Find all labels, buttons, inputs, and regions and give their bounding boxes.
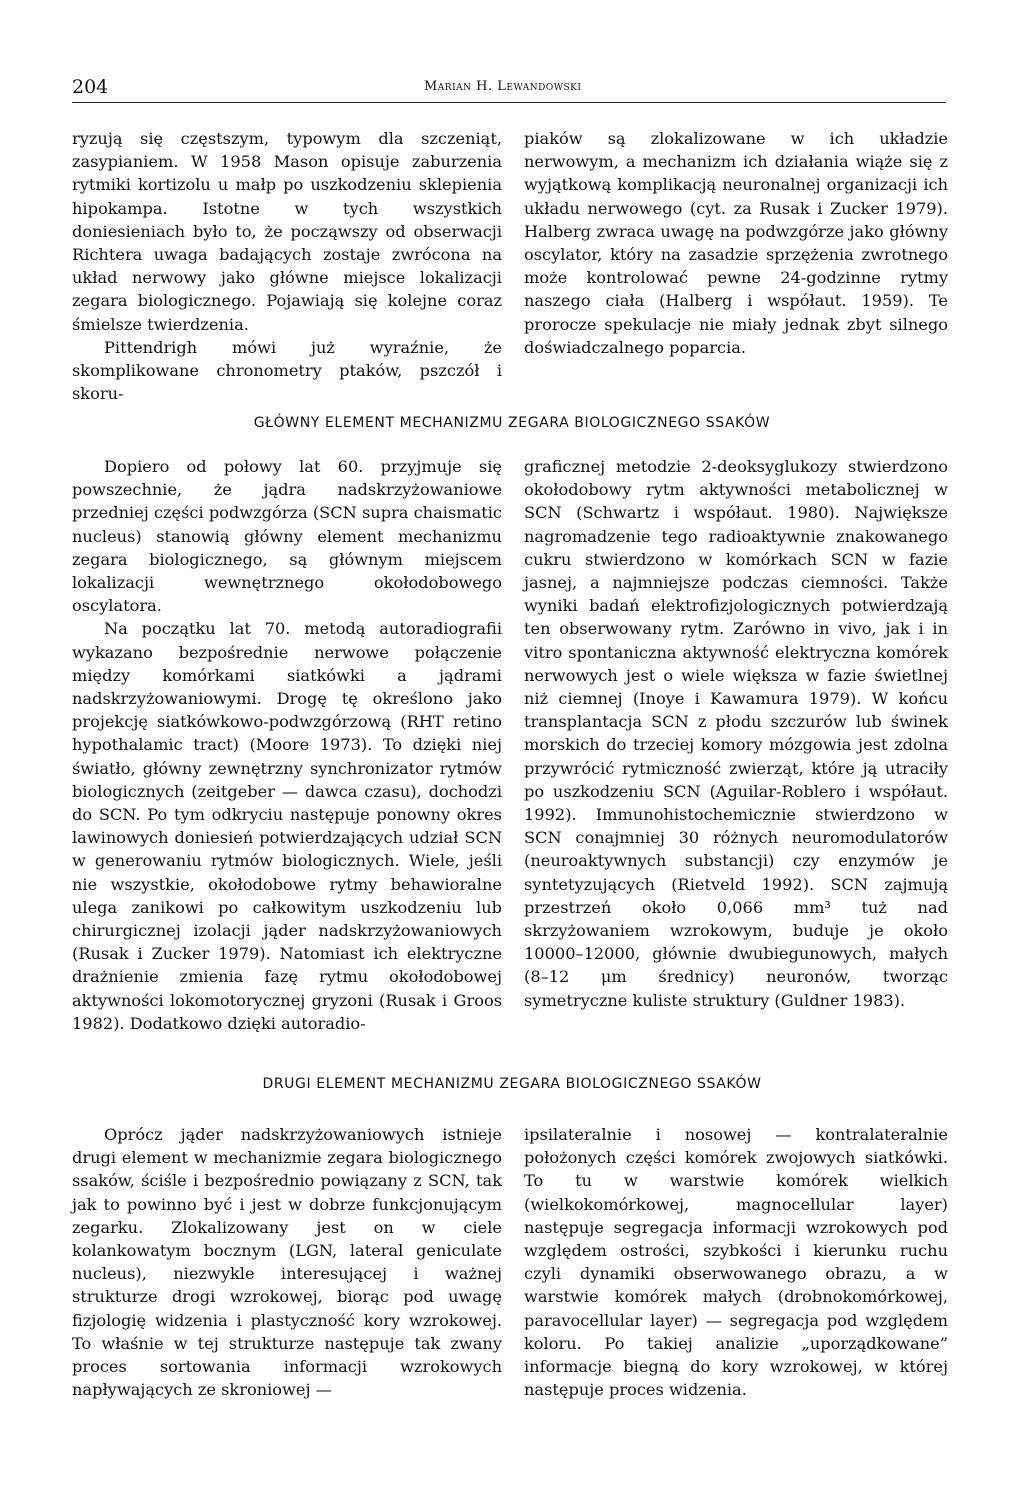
- section-1-right-column: [524, 127, 948, 359]
- paragraph: Dopiero od połowy lat 60. przyjmuje się powszechnie, że jądra nadskrzyżowaniowe przedniej części podwzgórza (SCN supra chaismatic nucleus) stanowią główny element mechanizmu zegara biologicznego, są głównym miejscem lokalizacji wewnętrznego okołodobowego oscylatora.: [72, 457, 502, 616]
- section-heading: DRUGI ELEMENT MECHANIZMU ZEGARA BIOLOGICZNEGO SSAKÓW: [262, 1076, 762, 1092]
- section-3-right-column: [524, 1123, 948, 1401]
- paragraph: piaków są zlokalizowane w ich układzie nerwowym, a mechanizm ich działania wiąże się z wyjątkową komplikacją neuronalnej organizacji ich układu nerwowego (cyt. za Rusak i Zucker 1979). Halberg zwraca uwagę na podwzgórze jako główny oscylator, który na zasadzie sprzężenia zwrotnego może kontrolować pewne 24-godzinne rytmy naszego ciała (Halberg i współaut. 1959). Te prorocze spekulacje nie miały jednak zbyt silnego doświadczalnego poparcia.: [524, 129, 948, 357]
- section-2-left-column: [72, 455, 502, 1035]
- section-3-left-column: [72, 1123, 502, 1401]
- paragraph: Oprócz jąder nadskrzyżowaniowych istnieje drugi element w mechanizmie zegara biologicznego ssaków, ściśle i bezpośrednio powiązany z SCN, tak jak to powinno być i jest w dobrze funkcjonującym zegarku. Zlokalizowany jest on w ciele kolankowatym bocznym (LGN, lateral geniculate nucleus), niezwykle interesującej i ważnej strukturze drogi wzrokowej, biorąc pod uwagę fizjologię widzenia i plastyczność kory wzrokowej. To właśnie w tej strukturze następuje tak zwany proces sortowania informacji wzrokowych napływających ze skroniowej —: [72, 1125, 502, 1400]
- page-number: 204: [72, 76, 109, 98]
- section-1-left-column: [72, 127, 502, 405]
- paragraph: Na początku lat 70. metodą autoradiografii wykazano bezpośrednie nerwowe połączenie między komórkami siatkówki a jądrami nadskrzyżowaniowymi. Drogę tę określono jako projekcję siatkówkowo-podwzgórzową (RHT retino hypothalamic tract) (Moore 1973). To dzięki niej światło, główny zewnętrzny synchronizator rytmów biologicznych (zeitgeber — dawca czasu), dochodzi do SCN. Po tym odkryciu następuje ponowny okres lawinowych doniesień potwierdzających udział SCN w generowaniu rytmów biologicznych. Wiele, jeśli nie wszystkie, okołodobowe rytmy behawioralne ulega zanikowi po całkowitym uszkodzeniu lub chirurgicznej izolacji jąder nadskrzyżowaniowych (Rusak i Zucker 1979). Natomiast ich elektryczne drażnienie zmienia fazę rytmu okołodobowej aktywności lokomotorycznej gryzoni (Rusak i Groos 1982). Dodatkowo dzięki autoradio-: [72, 619, 502, 1033]
- page-header: [72, 76, 946, 103]
- section-2-right-column: [524, 455, 948, 1012]
- running-head: Marian H. Lewandowski: [424, 79, 582, 94]
- section-heading: GŁÓWNY ELEMENT MECHANIZMU ZEGARA BIOLOGICZNEGO SSAKÓW: [253, 415, 771, 431]
- paragraph: Pittendrigh mówi już wyraźnie, że skomplikowane chronometry ptaków, pszczół i skoru-: [72, 337, 502, 404]
- paragraph: ryzują się częstszym, typowym dla szczeniąt, zasypianiem. W 1958 Mason opisuje zaburzenia rytmiki kortizolu u małp po uszkodzeniu sklepienia hipokampa. Istotne w tych wszystkich doniesieniach było to, że począwszy od obserwacji Richtera uwaga badających zostaje zwrócona na układ nerwowy jako główne miejsce lokalizacji zegara biologicznego. Pojawiają się kolejne coraz śmielsze twierdzenia.: [72, 129, 502, 334]
- paragraph: ipsilateralnie i nosowej — kontralateralnie położonych części komórek zwojowych siatkówki. To tu w warstwie komórek wielkich (wielkokomórkowej, magnocellular layer) następuje segregacja informacji wzrokowych pod względem ostrości, szybkości i kierunku ruchu czyli dynamiki obserwowanego obrazu, a w warstwie komórek małych (drobnokomórkowej, paravocellular layer) — segregacja pod względem koloru. Po takiej analizie „uporządkowane” informacje biegną do kory wzrokowej, w której następuje proces widzenia.: [524, 1125, 948, 1400]
- paragraph: graficznej metodzie 2-deoksyglukozy stwierdzono okołodobowy rytm aktywności metabolicznej w SCN (Schwartz i współaut. 1980). Największe nagromadzenie tego radioaktywnie znakowanego cukru stwierdzono w komórkach SCN w fazie jasnej, a najmniejsze podczas ciemności. Także wyniki badań elektrofizjologicznych potwierdzają ten obserwowany rytm. Zarówno in vivo, jak i in vitro spontaniczna aktywność elektryczna komórek nerwowych jest o wiele większa w fazie świetlnej niż ciemnej (Inoye i Kawamura 1979). W końcu transplantacja SCN z płodu szczurów lub świnek morskich do trzeciej komory mózgowia jest zdolna przywrócić rytmiczność zwierząt, które ją utraciły po uszkodzeniu SCN (Aguilar-Roblero i współaut. 1992). Immunohistochemicznie stwierdzono w SCN conajmniej 30 różnych neuromodulatorów (neuroaktywnych substancji) czy enzymów je syntetyzujących (Rietveld 1992). SCN zajmują przestrzeń około 0,066 mm³ tuż nad skrzyżowaniem wzrokowym, buduje je około 10000–12000, głównie dwubiegunowych, małych (8–12 μm średnicy) neuronów, tworząc symetryczne kuliste struktury (Guldner 1983).: [524, 457, 948, 1010]
